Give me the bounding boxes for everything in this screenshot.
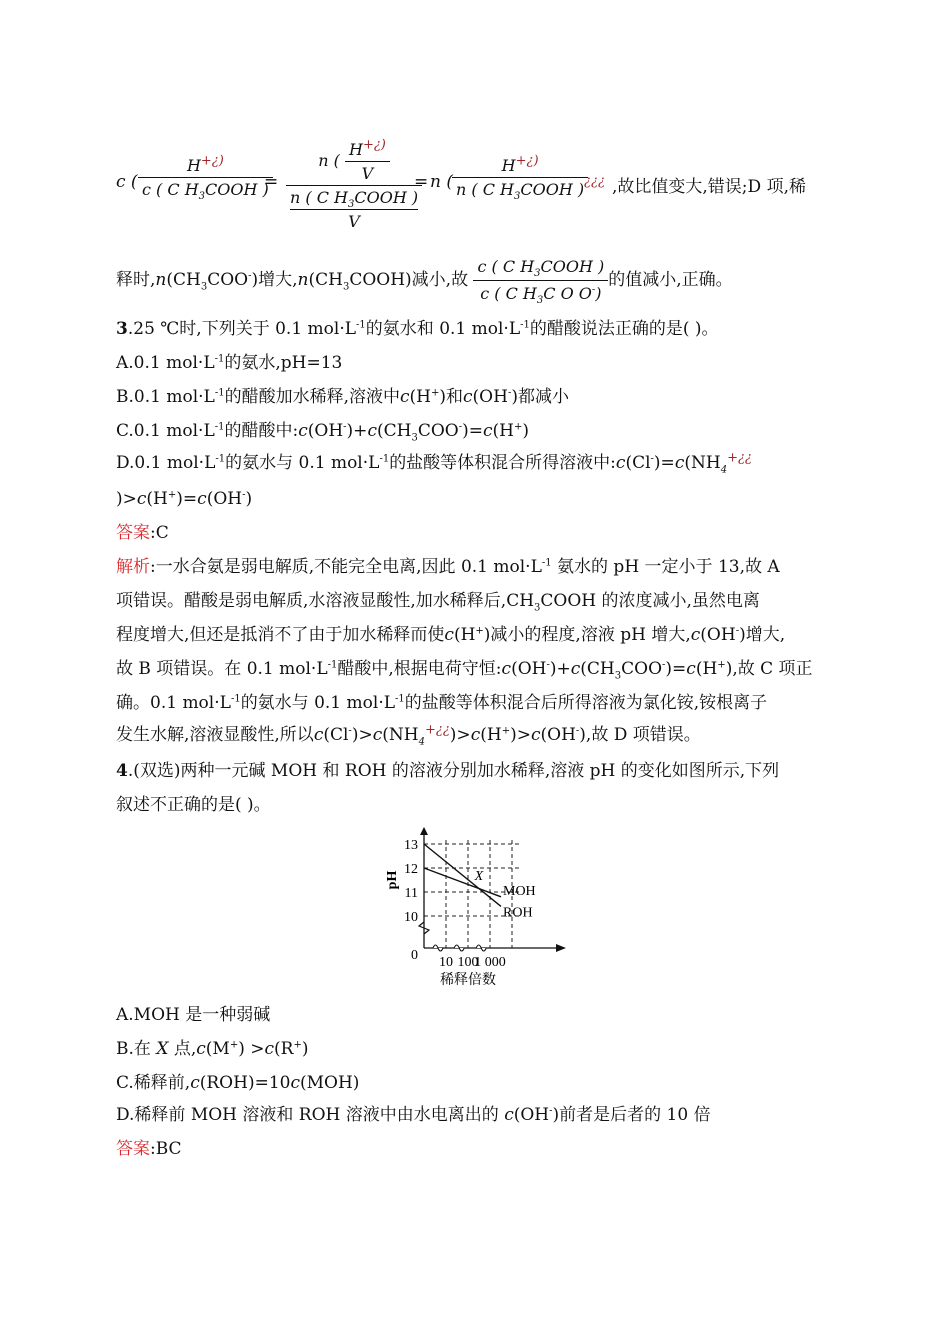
q3-answer: 答案:C bbox=[116, 523, 169, 543]
q4-stem: 4.(双选)两种一元碱 MOH 和 ROH 的溶液分别加水稀释,溶液 pH 的变化如图所示,下列 bbox=[116, 761, 780, 781]
y-tick-label: 0 bbox=[411, 948, 418, 963]
q3-option-b: B.0.1 $mol\cdot L^{-1}$的醋酸加水稀释,溶液中c(H+)和c(OH-)都减小 bbox=[116, 387, 569, 407]
series-label-roh: ROH bbox=[503, 905, 533, 921]
x-axis-label: 稀释倍数 bbox=[440, 973, 496, 988]
line2-fraction: $\frac{c ( C H_3COOH )}{c ( C H_3C O O^-)}$ bbox=[473, 256, 608, 305]
y-tick-label: 13 bbox=[404, 838, 418, 853]
q3-analysis-2: 项错误。醋酸是弱电解质,水溶液显酸性,加水稀释后$,CH_3COOH$ 的浓度减小,虽然电离 bbox=[116, 591, 760, 614]
series-line-roh bbox=[424, 844, 501, 906]
q4-option-d: D.稀释前 MOH 溶液和 ROH 溶液中由水电离出的 c(OH-)前者是后者的 10 倍 bbox=[116, 1105, 711, 1125]
q3-stem: 3.25 ℃时,下列关于 0.1 $mol\cdot L^{-1}$的氨水和 0.1 $mol\cdot L^{-1}$的醋酸说法正确的是( )。 bbox=[116, 319, 719, 339]
q4-option-c: C.稀释前,c(ROH)=10c(MOH) bbox=[116, 1073, 360, 1093]
line-2: 释时$,n(CH_3COO^-)$增大$,n(CH_3COOH)$减小,故 $\frac{c ( C H_3COOH )}{c ( C H_3C O O^-)}$ 的值减小,正确。 bbox=[116, 257, 733, 307]
x-axis-break bbox=[476, 945, 486, 951]
x-axis-break bbox=[454, 945, 464, 951]
formula-mid-fraction: n ( $\frac{H^{+¿)}}{V}$ n ( C $H_3COOH$ ) V bbox=[286, 140, 422, 231]
q3-analysis-4: 故 B 项错误。在 0.1 $mol\cdot L^{-1}$醋酸中,根据电荷守恒$:c(OH^-)+c(CH_3COO^-)=c(H^+)$,故 C 项正 bbox=[116, 659, 813, 682]
y-tick-label: 12 bbox=[404, 862, 418, 877]
q3-analysis-6: 发生水解,溶液显酸性,所以$c(Cl^-)>c(NH_4^{+¿¿})>c(H^+)>c(OH^-)$,故 D 项错误。 bbox=[116, 722, 701, 748]
formula-eq1: = bbox=[264, 172, 279, 192]
q4-answer: 答案:BC bbox=[116, 1139, 182, 1159]
intersection-label: X bbox=[474, 869, 484, 884]
formula-tail: ,故比值变大,错误;D 项,稀 bbox=[612, 177, 806, 197]
q3-analysis-5: 确。0.1 $mol\cdot L^{-1}$的氨水与 0.1 $mol\cdot L^{-1}$的盐酸等体积混合后所得溶液为氯化铵,铵根离子 bbox=[116, 693, 768, 713]
q3-analysis-1: 解析:一水合氨是弱电解质,不能完全电离,因此 0.1 $mol\cdot L^{-1}$ 氨水的 pH 一定小于 13,故 A bbox=[116, 557, 780, 577]
q4-option-b: B.在 X 点,c(M+) >c(R+) bbox=[116, 1039, 309, 1059]
x-tick-label: 10 bbox=[439, 955, 453, 970]
formula-rhs-prefix: n ( bbox=[430, 172, 453, 192]
ph-dilution-chart bbox=[380, 826, 580, 994]
formula-lhs-fraction: H+¿) c ( C $H_3COOH$ ) bbox=[138, 156, 273, 199]
q3-option-d-cont: )>c(H+)=c(OH-) bbox=[116, 489, 253, 509]
formula-lhs-prefix: c ( bbox=[116, 172, 138, 192]
q3-option-c: C.0.1 $mol\cdot L^{-1}$的醋酸中$:c(OH^-)+c(CH_3COO^-)=c(H^+)$ bbox=[116, 421, 530, 444]
x-axis-break bbox=[433, 945, 443, 951]
y-axis-label: pH bbox=[385, 870, 400, 890]
y-tick-label: 10 bbox=[404, 910, 418, 925]
x-tick-label: 1 000 bbox=[474, 955, 506, 970]
y-tick-label: 11 bbox=[404, 886, 418, 901]
q3-option-d: D.0.1 $mol\cdot L^{-1}$的氨水与 0.1 $mol\cdot L^{-1}$的盐酸等体积混合所得溶液中$:c(Cl^-)=c(NH_4^{+¿¿}$ bbox=[116, 450, 752, 476]
q3-option-a: A.0.1 $mol\cdot L^{-1}$的氨水,pH=13 bbox=[116, 353, 343, 373]
formula-garble: ¿¿¿ bbox=[584, 174, 605, 189]
formula-eq2: = bbox=[414, 172, 429, 192]
q3-analysis-3: 程度增大,但还是抵消不了由于加水稀释而使c(H+)减小的程度,溶液 pH 增大,c(OH-)增大, bbox=[116, 625, 786, 645]
formula-rhs-fraction: H+¿) n ( C $H_3COOH$ ) bbox=[452, 156, 588, 199]
series-label-moh: MOH bbox=[503, 883, 536, 899]
q4-stem-2: 叙述不正确的是( )。 bbox=[116, 795, 271, 815]
q4-option-a: A.MOH 是一种弱碱 bbox=[116, 1005, 271, 1025]
y-axis-arrow bbox=[420, 827, 428, 835]
x-axis-arrow bbox=[556, 944, 566, 952]
x-tick-label: 100 bbox=[457, 955, 479, 970]
